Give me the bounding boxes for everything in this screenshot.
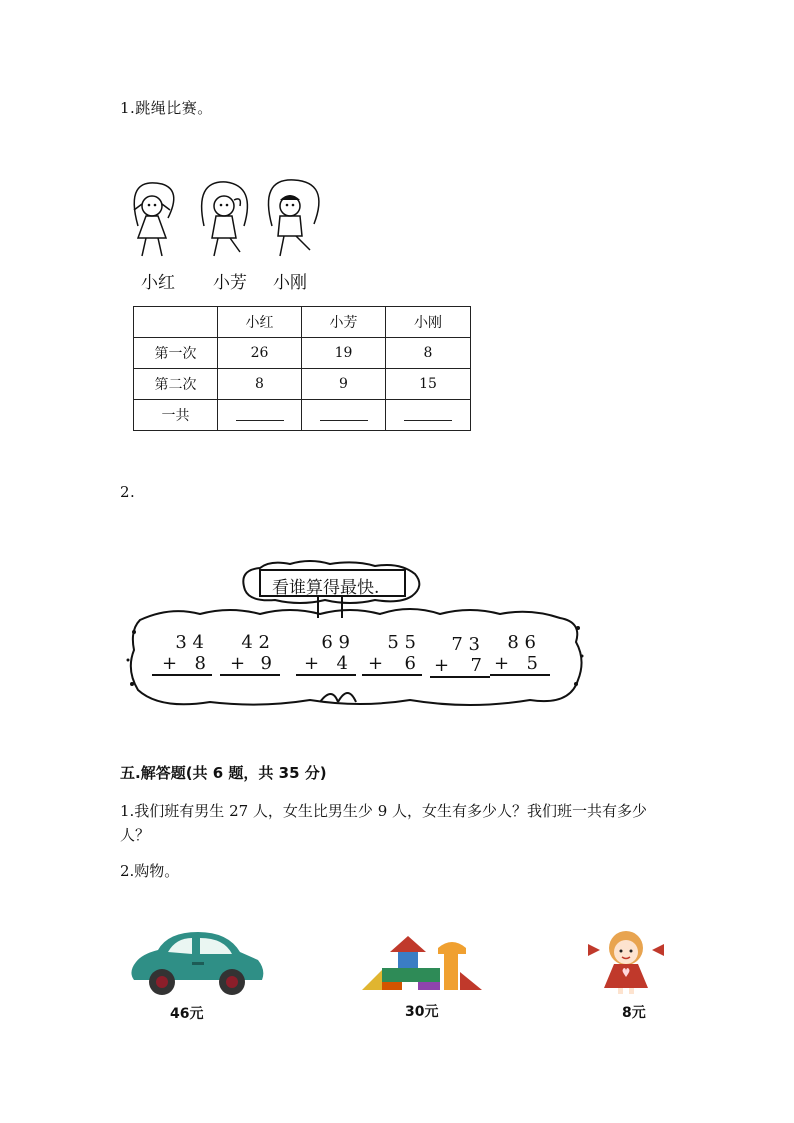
addend-bottom: 8 xyxy=(194,653,206,674)
banner-sign-text: 看谁算得最快. xyxy=(272,578,380,598)
plus-sign: + xyxy=(230,653,246,674)
shopping-title: 2.购物。 xyxy=(120,862,180,880)
addition-problem xyxy=(220,632,280,676)
table-header-row xyxy=(134,307,471,338)
addend-bottom: 4 xyxy=(336,653,348,674)
answer-blank-cell[interactable] xyxy=(386,400,471,431)
row-label: 一共 xyxy=(134,400,218,431)
plus-sign: + xyxy=(494,653,510,674)
addition-problem xyxy=(490,632,550,676)
plus-sign: + xyxy=(368,653,384,674)
addend-bottom-line xyxy=(152,653,212,676)
answer-blank[interactable] xyxy=(320,406,368,421)
table-cell: 15 xyxy=(386,369,471,400)
question-line: 1.我们班有男生 27 人，女生比男生少 9 人，女生有多少人？我们班一共有多少 xyxy=(120,802,648,820)
addend-top: 3 4 xyxy=(175,632,204,653)
question-line: 人？ xyxy=(120,826,151,844)
addend-bottom-line xyxy=(490,653,550,676)
table-row xyxy=(134,338,471,369)
addend-top: 4 2 xyxy=(241,632,270,653)
table-cell: 19 xyxy=(302,338,386,369)
kid-name-xiaohong: 小红 xyxy=(141,273,175,293)
table-row xyxy=(134,400,471,431)
q1-title: 1.跳绳比赛。 xyxy=(120,99,213,117)
table-cell: 8 xyxy=(386,338,471,369)
answer-blank[interactable] xyxy=(236,406,284,421)
table-header-cell: 小刚 xyxy=(386,307,471,338)
addend-bottom-line xyxy=(362,653,422,676)
table-header-cell xyxy=(134,307,218,338)
row-label: 第二次 xyxy=(134,369,218,400)
plus-sign: + xyxy=(434,655,450,676)
addend-bottom: 6 xyxy=(404,653,416,674)
q2-title: 2. xyxy=(120,483,136,501)
toy-blocks-icon xyxy=(360,936,484,994)
doll-icon xyxy=(586,930,666,994)
price-label: 8元 xyxy=(622,1005,646,1021)
table-cell: 9 xyxy=(302,369,386,400)
section-title: 五.解答题(共 6 题，共 35 分) xyxy=(120,764,327,782)
addition-problem xyxy=(296,632,356,676)
jump-rope-table xyxy=(133,306,471,431)
kid-name-xiaofang: 小芳 xyxy=(213,273,247,293)
addition-problem xyxy=(430,634,490,678)
answer-blank-cell[interactable] xyxy=(218,400,302,431)
addend-bottom: 7 xyxy=(470,655,482,676)
jump-rope-kids-illustration xyxy=(124,176,334,266)
toy-car-icon xyxy=(128,930,268,998)
addend-bottom-line xyxy=(220,653,280,676)
answer-blank-cell[interactable] xyxy=(302,400,386,431)
addition-problem xyxy=(152,632,212,676)
table-header-cell: 小芳 xyxy=(302,307,386,338)
price-label: 30元 xyxy=(405,1004,439,1020)
table-cell: 8 xyxy=(218,369,302,400)
addend-bottom: 5 xyxy=(526,653,538,674)
table-header-cell: 小红 xyxy=(218,307,302,338)
addend-top: 7 3 xyxy=(451,634,480,655)
row-label: 第一次 xyxy=(134,338,218,369)
addition-problem xyxy=(362,632,422,676)
table-cell: 26 xyxy=(218,338,302,369)
kid-name-xiaogang: 小刚 xyxy=(273,273,307,293)
table-row xyxy=(134,369,471,400)
plus-sign: + xyxy=(304,653,320,674)
addend-top: 5 5 xyxy=(387,632,416,653)
answer-blank[interactable] xyxy=(404,406,452,421)
addend-bottom-line xyxy=(430,655,490,678)
price-label: 46元 xyxy=(170,1006,204,1022)
addend-bottom: 9 xyxy=(260,653,272,674)
addend-bottom-line xyxy=(296,653,356,676)
plus-sign: + xyxy=(162,653,178,674)
addend-top: 6 9 xyxy=(321,632,350,653)
question-text xyxy=(120,799,680,847)
addend-top: 8 6 xyxy=(507,632,536,653)
